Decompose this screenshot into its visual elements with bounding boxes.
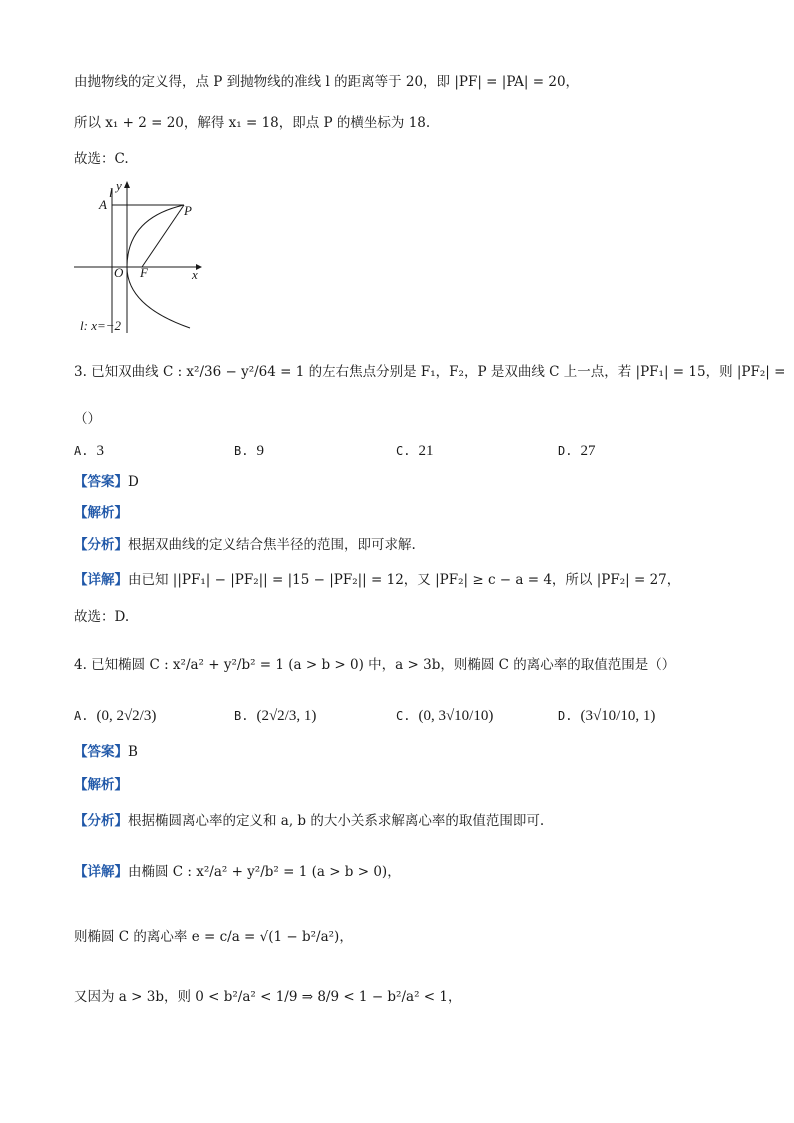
option-label: A. (74, 444, 89, 458)
parabola-figure (72, 178, 207, 338)
q4-fenxi (74, 811, 544, 831)
answer-value: B (128, 744, 138, 760)
answer-tag: 【答案】 (74, 474, 128, 490)
q3-choose: 故选：D. (74, 609, 130, 625)
q4-detail-3: 又因为 a > 3b，则 0 < b²/a² < 1/9 ⇒ 8/9 < 1 − b²/a² < 1， (74, 989, 462, 1005)
q3-analysis-heading (74, 503, 128, 523)
figure-label-directrix: l: x=−2 (80, 318, 122, 333)
q4-detail-2: 则椭圆 C 的离心率 e = c/a = √(1 − b²/a²)， (74, 929, 353, 945)
text-line-1: 由抛物线的定义得，点 P 到抛物线的准线 l 的距离等于 20，即 |PF| = |PA| = 20， (74, 74, 580, 90)
q3-option-b (234, 441, 264, 461)
option-label: C. (396, 709, 411, 723)
detail-text: 由已知 ||PF₁| − |PF₂|| = |15 − |PF₂|| = 12，又 |PF₂| ≥ c − a = 4，所以 |PF₂| = 27， (128, 572, 681, 588)
q3-option-d (558, 441, 595, 461)
text-line-2: 所以 x₁ + 2 = 20，解得 x₁ = 18，即点 P 的横坐标为 18. (74, 115, 431, 131)
option-value: 3 (96, 443, 104, 459)
option-label: D. (558, 444, 573, 458)
analysis-tag: 【解析】 (74, 505, 128, 521)
option-value: (0, 3√10/10) (418, 708, 494, 724)
option-label: D. (558, 709, 573, 723)
figure-label-y: y (116, 178, 122, 193)
q4-option-b (234, 706, 316, 726)
figure-label-A: A (99, 197, 107, 212)
option-value: 27 (580, 443, 596, 459)
figure-label-P: P (184, 203, 192, 218)
option-value: (2√2/3, 1) (256, 708, 317, 724)
option-label: B. (234, 444, 249, 458)
figure-label-l: l (109, 185, 113, 200)
q3-option-c (396, 441, 433, 461)
q3-answer (74, 472, 139, 492)
figure-label-O: O (114, 265, 124, 280)
figure-label-F: F (140, 265, 148, 280)
q3-option-a (74, 441, 104, 461)
detail-tag: 【详解】 (74, 572, 128, 588)
option-label: B. (234, 709, 249, 723)
q4-option-a (74, 706, 156, 726)
q3-detail (74, 570, 680, 590)
detail-tag: 【详解】 (74, 864, 128, 880)
q4-stem: 4. 已知椭圆 C : x²/a² + y²/b² = 1 (a > b > 0) 中，a > 3b，则椭圆 C 的离心率的取值范围是（） (74, 657, 676, 673)
fenxi-tag: 【分析】 (74, 537, 128, 553)
q4-answer (74, 742, 138, 762)
q3-paren: （） (74, 411, 101, 427)
option-label: C. (396, 444, 411, 458)
q4-option-d (558, 706, 655, 726)
option-value: (0, 2√2/3) (96, 708, 157, 724)
fenxi-text: 根据双曲线的定义结合焦半径的范围，即可求解. (128, 537, 416, 553)
q3-stem: 3. 已知双曲线 C : x²/36 − y²/64 = 1 的左右焦点分别是 F₁，F₂，P 是双曲线 C 上一点，若 |PF₁| = 15，则 |PF₂| = (74, 364, 786, 380)
figure-label-x: x (192, 267, 198, 282)
q4-analysis-heading (74, 775, 128, 795)
option-value: 21 (418, 443, 434, 459)
option-label: A. (74, 709, 89, 723)
q3-fenxi (74, 535, 416, 555)
answer-value: D (128, 474, 139, 490)
option-value: 9 (256, 443, 264, 459)
q4-detail-1 (74, 862, 401, 882)
analysis-tag: 【解析】 (74, 777, 128, 793)
text-line-3: 故选：C. (74, 151, 129, 167)
option-value: (3√10/10, 1) (580, 708, 656, 724)
q4-option-c (396, 706, 493, 726)
answer-tag: 【答案】 (74, 744, 128, 760)
detail-text: 由椭圆 C : x²/a² + y²/b² = 1 (a > b > 0)， (128, 864, 401, 880)
fenxi-text: 根据椭圆离心率的定义和 a, b 的大小关系求解离心率的取值范围即可. (128, 813, 545, 829)
fenxi-tag: 【分析】 (74, 813, 128, 829)
